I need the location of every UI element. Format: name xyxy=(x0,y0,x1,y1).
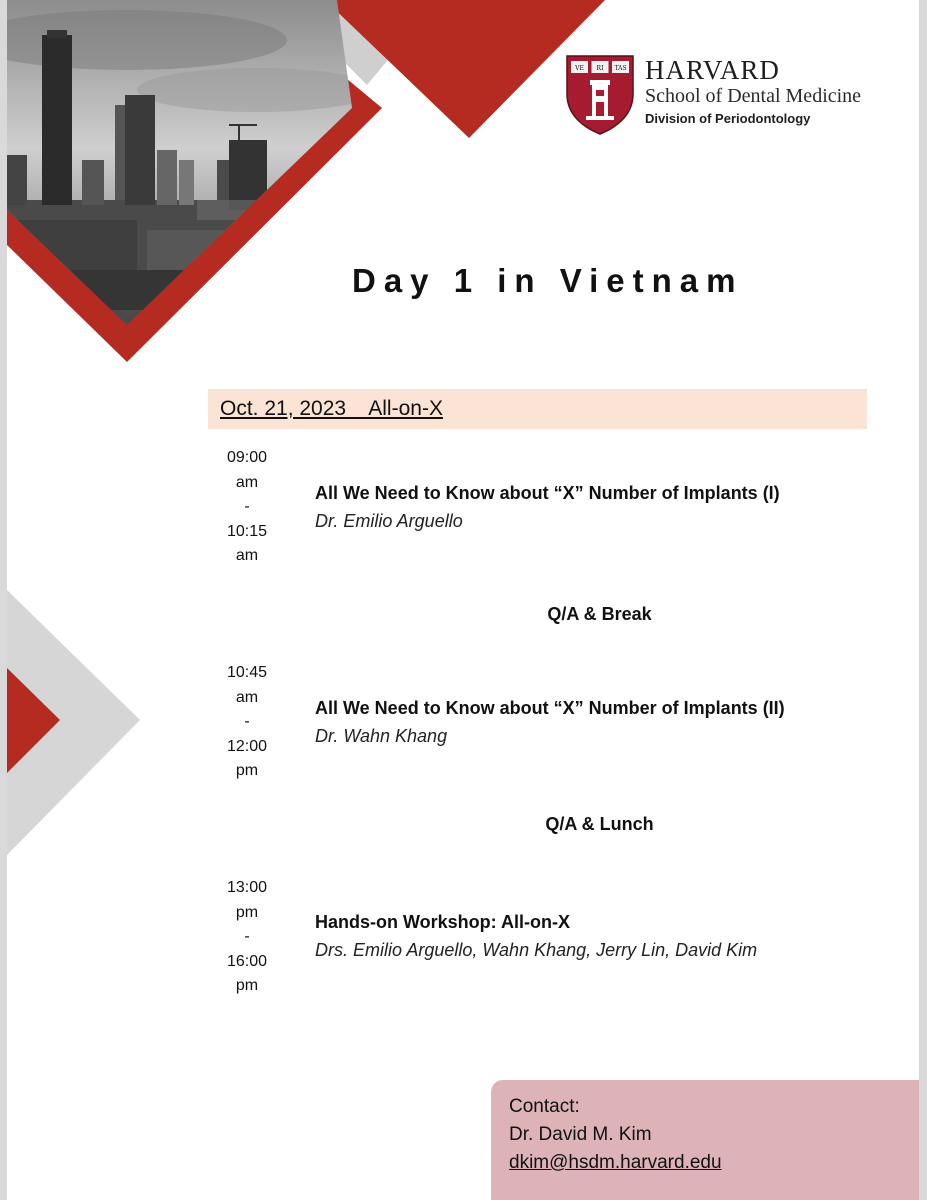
session-speaker: Dr. Wahn Khang xyxy=(315,726,448,746)
time-start: 09:00 xyxy=(226,449,268,466)
session-time xyxy=(212,661,282,784)
date-bar xyxy=(208,389,867,429)
contact-label: Contact: xyxy=(509,1096,580,1117)
time-end-period: pm xyxy=(235,762,259,779)
time-separator: - xyxy=(244,928,250,945)
harvard-logo xyxy=(565,54,900,138)
logo-name: HARVARD xyxy=(645,55,780,85)
time-start: 13:00 xyxy=(226,879,268,896)
session-item xyxy=(315,694,895,750)
shield-word-2: RI xyxy=(596,65,604,72)
logo-division: Division of Periodontology xyxy=(645,111,811,126)
contact-box xyxy=(491,1080,919,1200)
time-start-period: am xyxy=(235,473,259,491)
time-end: 10:15 xyxy=(226,522,268,540)
session-time xyxy=(212,876,282,999)
session-title: All We Need to Know about “X” Number of Implants (II) xyxy=(315,698,785,718)
logo-school: School of Dental Medicine xyxy=(645,85,862,107)
time-end-period: am xyxy=(235,547,259,564)
session-speaker: Dr. Emilio Arguello xyxy=(315,511,463,531)
page-title: Day 1 in Vietnam xyxy=(352,262,744,299)
session-title: All We Need to Know about “X” Number of Implants (I) xyxy=(315,483,780,503)
session-time xyxy=(212,446,282,569)
contact-email-link[interactable]: dkim@hsdm.harvard.edu xyxy=(509,1152,722,1173)
session-speaker: Drs. Emilio Arguello, Wahn Khang, Jerry Lin, David Kim xyxy=(315,940,758,960)
shield-word-3: TAS xyxy=(614,65,627,72)
date-bar-text: Oct. 21, 2023 All-on-X xyxy=(220,397,443,420)
time-end: 16:00 xyxy=(226,952,268,970)
shield-icon xyxy=(565,54,635,136)
time-separator: - xyxy=(244,713,250,730)
flyer-page xyxy=(7,0,919,1200)
time-start-period: pm xyxy=(235,903,259,921)
time-end-period: pm xyxy=(235,977,259,994)
time-end: 12:00 xyxy=(226,737,268,755)
contact-name: Dr. David M. Kim xyxy=(509,1124,652,1145)
session-item xyxy=(315,479,895,535)
shield-word-1: VE xyxy=(575,65,584,72)
session-item xyxy=(315,908,895,964)
time-separator: - xyxy=(244,498,250,515)
time-start: 10:45 xyxy=(226,664,268,681)
time-start-period: am xyxy=(235,688,259,706)
lunch-label: Q/A & Lunch xyxy=(545,814,654,834)
decorative-shapes xyxy=(7,0,919,1200)
break-label: Q/A & Break xyxy=(547,604,652,624)
session-title: Hands-on Workshop: All-on-X xyxy=(315,912,570,932)
